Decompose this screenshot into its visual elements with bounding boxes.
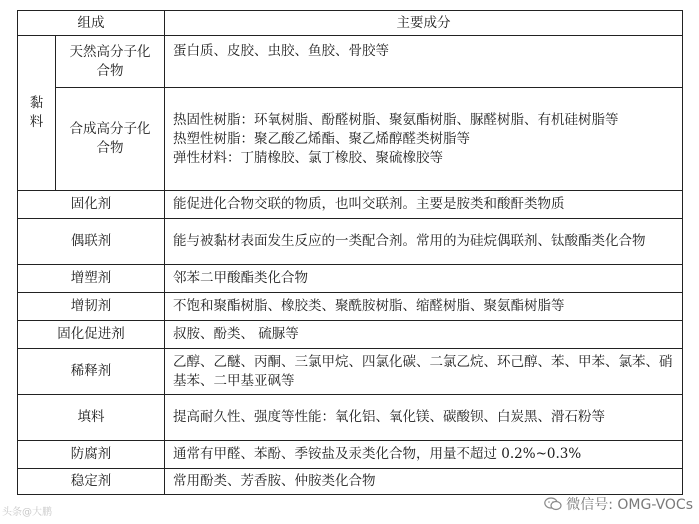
row-value: 邻苯二甲酸酯类化合物: [165, 265, 683, 293]
row-name: 稀释剂: [18, 349, 165, 395]
watermark-right-text: 微信号: OMG-VOCs: [566, 497, 693, 513]
synthetic-polymer-values: [165, 88, 683, 191]
watermark-right: [544, 494, 693, 514]
header-composition: 组成: [18, 11, 165, 36]
table-row-natural: [18, 36, 683, 88]
row-value: 叔胺、酚类、 硫脲等: [165, 321, 683, 349]
header-main-components: 主要成分: [165, 11, 683, 36]
table-header-row: [18, 11, 683, 36]
row-name: 偶联剂: [18, 219, 165, 265]
table-row: [18, 219, 683, 265]
table-row: [18, 395, 683, 441]
row-name: 填料: [18, 395, 165, 441]
row-value: 提高耐久性、强度等性能：氧化铝、氧化镁、碳酸钡、白炭黑、滑石粉等: [165, 395, 683, 441]
adhesive-label-2: 料: [29, 114, 44, 130]
table-row: [18, 265, 683, 293]
synthetic-thermoplastic: 热塑性树脂：聚乙酸乙烯酯、聚乙烯醇醛类树脂等: [173, 130, 470, 147]
table-row: [18, 349, 683, 395]
adhesive-label-1: 黏: [29, 95, 44, 111]
row-value: 乙醇、乙醚、丙酮、三氯甲烷、四氯化碳、二氯乙烷、环己醇、苯、甲苯、氯苯、硝基苯、二甲基亚砜等: [165, 349, 683, 395]
row-value: 通常有甲醛、苯酚、季铵盐及汞类化合物，用量不超过 0.2%~0.3%: [165, 441, 683, 469]
row-value: 能促进化合物交联的物质，也叫交联剂。主要是胺类和酸酐类物质: [165, 191, 683, 219]
table-row: [18, 321, 683, 349]
watermark-left: 头条@大鹏: [2, 507, 52, 518]
wechat-icon: [544, 497, 562, 511]
table-row: [18, 469, 683, 495]
row-value: 常用酚类、芳香胺、仲胺类化合物: [165, 469, 683, 495]
row-value: 不饱和聚酯树脂、橡胶类、聚酰胺树脂、缩醛树脂、聚氨酯树脂等: [165, 293, 683, 321]
row-name: 稳定剂: [18, 469, 165, 495]
row-name: 固化促进剂: [18, 321, 165, 349]
natural-polymer-name: 天然高分子化合物: [56, 36, 165, 88]
composition-table: [17, 10, 683, 495]
row-name: 防腐剂: [18, 441, 165, 469]
row-name: 增塑剂: [18, 265, 165, 293]
synthetic-polymer-name: 合成高分子化合物: [56, 88, 165, 191]
synthetic-thermoset: 热固性树脂：环氧树脂、酚醛树脂、聚氨酯树脂、脲醛树脂、有机硅树脂等: [173, 111, 619, 128]
row-value: 能与被黏材表面发生反应的一类配合剂。常用的为硅烷偶联剂、钛酸酯类化合物: [165, 219, 683, 265]
table-row: [18, 293, 683, 321]
natural-polymer-value: 蛋白质、皮胶、虫胶、鱼胶、骨胶等: [165, 36, 683, 88]
synthetic-elastomer: 弹性材料：丁腈橡胶、氯丁橡胶、聚硫橡胶等: [173, 149, 443, 166]
table-row: [18, 441, 683, 469]
table-row-synthetic: [18, 88, 683, 191]
table-row: [18, 191, 683, 219]
adhesive-category-cell: [18, 36, 56, 191]
row-name: 固化剂: [18, 191, 165, 219]
row-name: 增韧剂: [18, 293, 165, 321]
